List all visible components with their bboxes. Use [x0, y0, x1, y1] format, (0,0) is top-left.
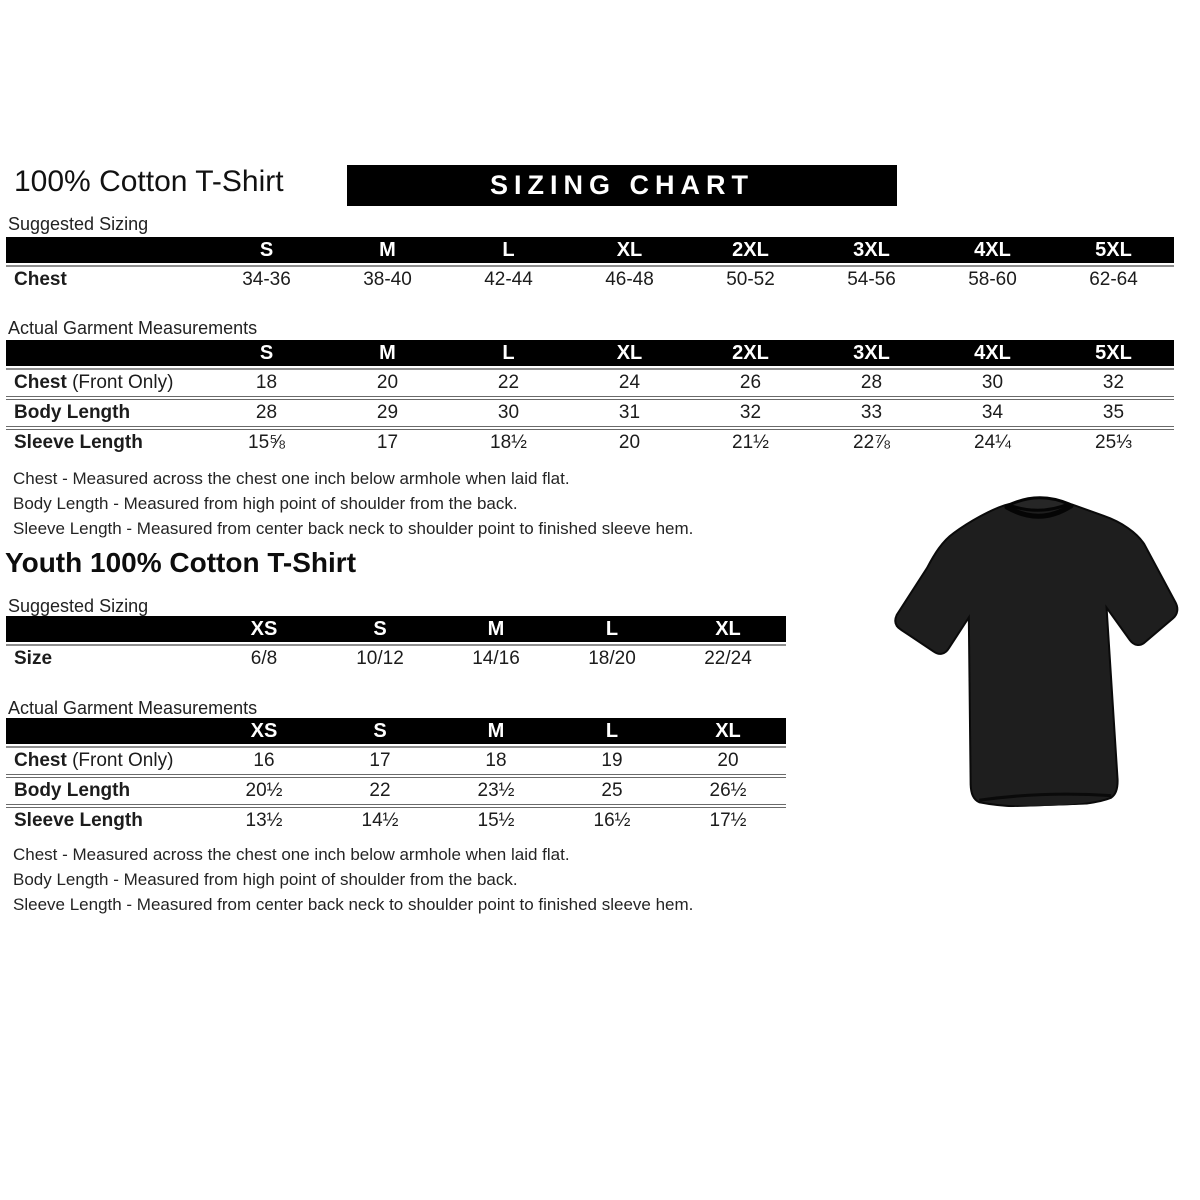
- measurement-row: [6, 746, 786, 774]
- measurement-cell: 30: [448, 396, 569, 426]
- measurement-cell: 23½: [438, 774, 554, 804]
- measurement-cell: 17: [322, 746, 438, 774]
- measurement-cell: 18: [438, 746, 554, 774]
- size-column-header: 5XL: [1053, 237, 1174, 265]
- size-column-header: XS: [206, 616, 322, 644]
- measurement-cell: 15⅝: [206, 426, 327, 456]
- size-column-header: L: [554, 616, 670, 644]
- adult-actual-measurements: [6, 340, 1200, 456]
- measurement-cell: 14½: [322, 804, 438, 834]
- measurement-cell: 15½: [438, 804, 554, 834]
- measurement-cell: 29: [327, 396, 448, 426]
- measurement-cell: 26: [690, 368, 811, 396]
- measurement-cell: 21½: [690, 426, 811, 456]
- measurement-cell: 17½: [670, 804, 786, 834]
- page-header: [0, 0, 1200, 206]
- size-column-header: M: [327, 237, 448, 265]
- measurement-cell: 6/8: [206, 644, 322, 672]
- measurement-cell: 42-44: [448, 265, 569, 293]
- size-column-header: M: [327, 340, 448, 368]
- size-column-header: L: [448, 237, 569, 265]
- measurement-cell: 22⅞: [811, 426, 932, 456]
- row-label: Chest (Front Only): [6, 746, 206, 774]
- tshirt-silhouette: [891, 496, 1184, 811]
- size-column-header: XL: [569, 340, 690, 368]
- size-column-header: L: [448, 340, 569, 368]
- measurement-cell: 18: [206, 368, 327, 396]
- measurement-cell: 31: [569, 396, 690, 426]
- measurement-cell: 19: [554, 746, 670, 774]
- adult-suggested-sizing: [6, 237, 1200, 293]
- row-label: Size: [6, 644, 206, 672]
- size-column-header: XS: [206, 718, 322, 746]
- row-label: Chest: [6, 265, 206, 293]
- note-line: Chest - Measured across the chest one inch below armhole when laid flat.: [13, 845, 570, 864]
- measurement-cell: 28: [811, 368, 932, 396]
- measurement-cell: 35: [1053, 396, 1174, 426]
- measurement-cell: 25: [554, 774, 670, 804]
- measurement-cell: 18½: [448, 426, 569, 456]
- size-header-row: [6, 718, 786, 746]
- measurement-cell: 18/20: [554, 644, 670, 672]
- measurement-cell: 30: [932, 368, 1053, 396]
- measurement-cell: 62-64: [1053, 265, 1174, 293]
- measurement-cell: 16½: [554, 804, 670, 834]
- measurement-cell: 22: [448, 368, 569, 396]
- header-spacer: [6, 237, 206, 265]
- size-header-row: [6, 616, 786, 644]
- youth-suggested-sizing-grid: [6, 616, 786, 672]
- note-line: Sleeve Length - Measured from center back neck to shoulder point to finished sleeve hem.: [13, 895, 694, 914]
- size-column-header: S: [322, 616, 438, 644]
- measurement-cell: 16: [206, 746, 322, 774]
- measurement-cell: 26½: [670, 774, 786, 804]
- row-label: Body Length: [6, 396, 206, 426]
- youth-measurement-notes: [13, 842, 1200, 917]
- measurement-cell: 25⅓: [1053, 426, 1174, 456]
- adult-suggested-sizing-label: Suggested Sizing: [8, 214, 149, 234]
- measurement-cell: 20: [670, 746, 786, 774]
- adult-actual-measurements-grid: [6, 340, 1174, 456]
- measurement-cell: 33: [811, 396, 932, 426]
- measurement-cell: 20: [569, 426, 690, 456]
- size-column-header: 3XL: [811, 340, 932, 368]
- youth-actual-measurements-label: Actual Garment Measurements: [8, 698, 258, 718]
- adult-actual-measurements-label: Actual Garment Measurements: [8, 318, 258, 338]
- measurement-cell: 13½: [206, 804, 322, 834]
- header-spacer: [6, 616, 206, 644]
- youth-section-title: Youth 100% Cotton T-Shirt: [5, 547, 357, 578]
- note-line: Body Length - Measured from high point of shoulder from the back.: [13, 494, 518, 513]
- size-column-header: S: [206, 237, 327, 265]
- measurement-cell: 14/16: [438, 644, 554, 672]
- measurement-cell: 34-36: [206, 265, 327, 293]
- measurement-cell: 50-52: [690, 265, 811, 293]
- note-line: Chest - Measured across the chest one inch below armhole when laid flat.: [13, 469, 570, 488]
- youth-actual-measurements-grid: [6, 718, 786, 834]
- size-column-header: S: [206, 340, 327, 368]
- row-label: Chest (Front Only): [6, 368, 206, 396]
- measurement-row: [6, 426, 1174, 456]
- measurement-cell: 10/12: [322, 644, 438, 672]
- youth-suggested-sizing-label: Suggested Sizing: [8, 596, 149, 616]
- measurement-row: [6, 396, 1174, 426]
- size-column-header: L: [554, 718, 670, 746]
- measurement-cell: 46-48: [569, 265, 690, 293]
- measurement-cell: 20½: [206, 774, 322, 804]
- row-label: Sleeve Length: [6, 804, 206, 834]
- size-column-header: M: [438, 718, 554, 746]
- size-column-header: 3XL: [811, 237, 932, 265]
- measurement-cell: 24: [569, 368, 690, 396]
- sizing-chart-banner: SIZING CHART: [347, 165, 897, 206]
- size-column-header: 4XL: [932, 340, 1053, 368]
- measurement-cell: 32: [1053, 368, 1174, 396]
- size-column-header: M: [438, 616, 554, 644]
- size-column-header: XL: [670, 718, 786, 746]
- measurement-row: [6, 265, 1174, 293]
- page-title: 100% Cotton T-Shirt: [14, 165, 284, 198]
- size-header-row: [6, 340, 1174, 368]
- measurement-cell: 17: [327, 426, 448, 456]
- adult-suggested-sizing-grid: [6, 237, 1174, 293]
- size-column-header: 2XL: [690, 340, 811, 368]
- note-line: Sleeve Length - Measured from center back neck to shoulder point to finished sleeve hem.: [13, 519, 694, 538]
- measurement-cell: 24¼: [932, 426, 1053, 456]
- size-column-header: 5XL: [1053, 340, 1174, 368]
- size-column-header: S: [322, 718, 438, 746]
- measurement-cell: 58-60: [932, 265, 1053, 293]
- measurement-row: [6, 774, 786, 804]
- size-column-header: XL: [569, 237, 690, 265]
- measurement-cell: 22/24: [670, 644, 786, 672]
- measurement-row: [6, 368, 1174, 396]
- measurement-cell: 28: [206, 396, 327, 426]
- measurement-cell: 32: [690, 396, 811, 426]
- row-label: Body Length: [6, 774, 206, 804]
- size-column-header: XL: [670, 616, 786, 644]
- black-tshirt-image: [885, 489, 1198, 811]
- size-column-header: 2XL: [690, 237, 811, 265]
- measurement-row: [6, 644, 786, 672]
- row-label: Sleeve Length: [6, 426, 206, 456]
- measurement-cell: 38-40: [327, 265, 448, 293]
- header-spacer: [6, 340, 206, 368]
- note-line: Body Length - Measured from high point of shoulder from the back.: [13, 870, 518, 889]
- size-column-header: 4XL: [932, 237, 1053, 265]
- measurement-cell: 20: [327, 368, 448, 396]
- measurement-row: [6, 804, 786, 834]
- header-spacer: [6, 718, 206, 746]
- size-header-row: [6, 237, 1174, 265]
- measurement-cell: 22: [322, 774, 438, 804]
- measurement-cell: 34: [932, 396, 1053, 426]
- measurement-cell: 54-56: [811, 265, 932, 293]
